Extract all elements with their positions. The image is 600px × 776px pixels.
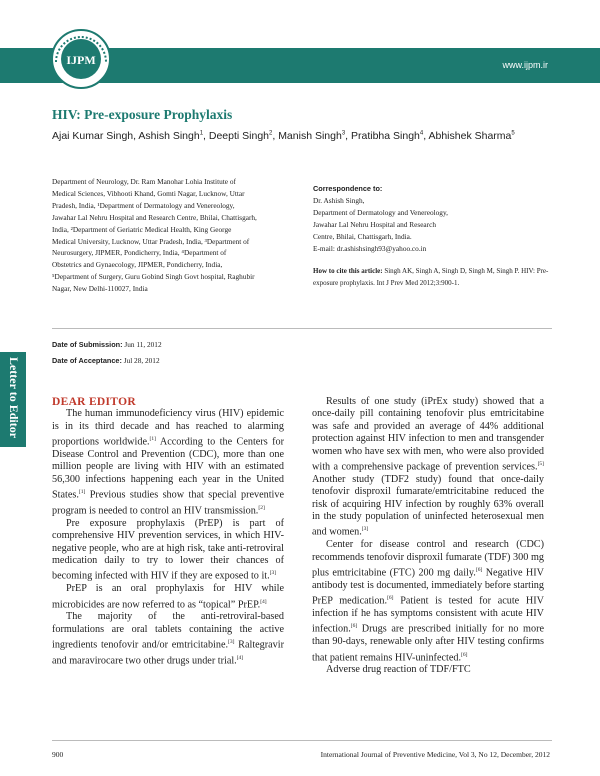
- citation-label: How to cite this article:: [313, 267, 383, 275]
- journal-logo: [48, 28, 114, 90]
- citation-ref[interactable]: [3]: [269, 570, 277, 577]
- author-affiliation-mark: 1: [199, 130, 204, 137]
- author-name: Pratibha Singh: [351, 130, 420, 142]
- acceptance-label: Date of Acceptance:: [52, 356, 122, 365]
- correspondence-line: Department of Dermatology and Venereology,: [313, 207, 448, 217]
- citation-ref[interactable]: [1]: [78, 489, 86, 496]
- body-column-left: [52, 396, 284, 668]
- citation-ref[interactable]: [3]: [228, 639, 235, 646]
- acceptance-date: Jul 28, 2012: [123, 356, 160, 365]
- dates-block: [52, 337, 162, 369]
- citation-ref[interactable]: [6]: [387, 595, 394, 602]
- author-name: Deepti Singh: [208, 130, 269, 142]
- author-name: Abhishek Sharma: [428, 130, 512, 142]
- correspondence-email[interactable]: E-mail: dr.ashishsingh93@yahoo.co.in: [313, 243, 427, 253]
- correspondence-line: Dr. Ashish Singh,: [313, 195, 365, 205]
- author-affiliation-mark: 5: [511, 130, 515, 137]
- journal-citation-footer: International Journal of Preventive Medicine, Vol 3, No 12, December, 2012: [320, 750, 550, 759]
- author-name: Ashish Singh: [138, 130, 200, 142]
- author-list: Ajai Kumar Singh, Ashish Singh$^1$, Deepti Singh$^2$, Manish Singh$^3$, Pratibha Singh$^4$, Abhishek Sharma$^5$: [52, 130, 515, 142]
- submission-date: Jun 11, 2012: [124, 340, 162, 349]
- salutation: DEAR EDITOR: [52, 396, 136, 408]
- submission-label: Date of Submission:: [52, 340, 123, 349]
- citation-ref[interactable]: [4]: [260, 598, 267, 605]
- correspondence-heading: Correspondence to:: [313, 184, 383, 193]
- journal-url[interactable]: www.ijpm.ir: [502, 60, 548, 70]
- citation-ref[interactable]: [6]: [350, 623, 358, 630]
- author-affiliation-mark: 4: [419, 130, 424, 137]
- citation-ref[interactable]: [6]: [475, 567, 483, 574]
- correspondence-line: Jawahar Lal Nehru Hospital and Research: [313, 219, 436, 229]
- correspondence-block: [313, 183, 543, 254]
- body-column-right: [312, 396, 544, 677]
- citation-text: Singh AK, Singh A, Singh D, Singh M, Singh P. HIV: Pre-exposure prophylaxis. Int J Prev Med 2012;3:900-1.: [313, 267, 549, 287]
- body-paragraph: The human immunodeficiency virus (HIV) epidemic is in its third decade and has reached to alarming proportions worldwide.[1] According to the Centers for Disease Control and Prevention (CDC), more than one million people are living with HIV with an estimated 56,300 infections happening each year in the United States.[1] Previous studies show that special preventive program is needed to control an HIV transmission.[2]: [52, 408, 284, 517]
- body-paragraph: Adverse drug reaction of TDF/FTC: [326, 664, 471, 676]
- body-paragraph: Center for disease control and research (CDC) recommends tenofovir disproxil fumarate (TDF) 300 mg plus emtricitabine (FTC) 200 mg daily.[6] Negative HIV antibody test is documented, immediately before starting PrEP medication.[6] Patient is tested for acute HIV infection if he has symptoms consistent with acute HIV infection.[6] Drugs are prescribed initially for no more than 90-days, renewable only after HIV testing confirms that patient remains HIV-uninfected.[6]: [312, 539, 544, 664]
- correspondence-line: Centre, Bhilai, Chattisgarh, India.: [313, 231, 412, 241]
- citation-ref[interactable]: [1]: [149, 436, 156, 443]
- body-paragraph: The majority of the anti-retroviral-based formulations are oral tablets containing the active ingredients tenofovir and/or emtricitabine.[3] Raltegravir and maravirocare two other drugs under trial.[4]: [52, 611, 284, 667]
- citation-ref[interactable]: [5]: [537, 461, 544, 468]
- footer-divider: [52, 740, 552, 741]
- citation-ref[interactable]: [6]: [461, 651, 468, 658]
- body-paragraph: PrEP is an oral prophylaxis for HIV while microbicides are now referred to as “topical” PrEP.[4]: [52, 583, 284, 611]
- citation-ref[interactable]: [4]: [236, 655, 244, 662]
- author-affiliation-mark: 2: [269, 130, 273, 137]
- citation-block: [313, 266, 553, 289]
- divider: [52, 328, 552, 329]
- author-affiliation-mark: 3: [341, 130, 346, 137]
- page-number: 900: [52, 750, 64, 759]
- article-title: HIV: Pre-exposure Prophylaxis: [52, 107, 233, 122]
- author-name: Ajai Kumar Singh: [52, 130, 134, 142]
- body-paragraph: Pre exposure prophylaxis (PrEP) is part of comprehensive HIV prevention services, in which HIV-negative people, who are at high risk, take anti-retroviral medication daily to try to lower their chances of becoming infected with HIV if they are exposed to it.[3]: [52, 517, 284, 582]
- citation-ref[interactable]: [3]: [361, 526, 369, 533]
- section-tab-label: Letter to Editor: [7, 356, 21, 439]
- logo-text: IJPM: [66, 53, 96, 67]
- author-name: Manish Singh: [278, 130, 342, 142]
- citation-ref[interactable]: [2]: [258, 505, 265, 512]
- body-paragraph: Results of one study (iPrEx study) showed that a once-daily pill containing tenofovir plus emtricitabine was safe and provided an average of 44% additional protection against HIV infection to men and transgender women who have sex with men, who were also provided with a comprehensive package of prevention services.[5] Another study (TDF2 study) found that once-daily tenofovir disproxil fumarate/emtricitabine reduced the risk of acquiring HIV infection by roughly 63% overall in the study population of uninfected heterosexual men and women.[3]: [312, 396, 544, 538]
- affiliations: Department of Neurology, Dr. Ram Manohar Lohia Institute of Medical Sciences, Vibhooti Khand, Gomti Nagar, Lucknow, Uttar Pradesh, India, ¹Department of Dermatology and Venereology, Jawahar Lal Nehru Hospital and Research Centre, Bhilai, Chattisgarh, India, ²Department of Geriatric Medical Health, King George Medical University, Lucknow, Uttar Pradesh, India, ³Department of Neurosurgery, JIPMER, Pondicherry, India, ⁴Department of Obstetrics and Gynaecology, JIPMER, Pondicherry, India, ⁵Department of Surgery, Guru Gobind Singh Govt hospital, Raghubir Nagar, New Delhi-110027, India: [52, 177, 257, 294]
